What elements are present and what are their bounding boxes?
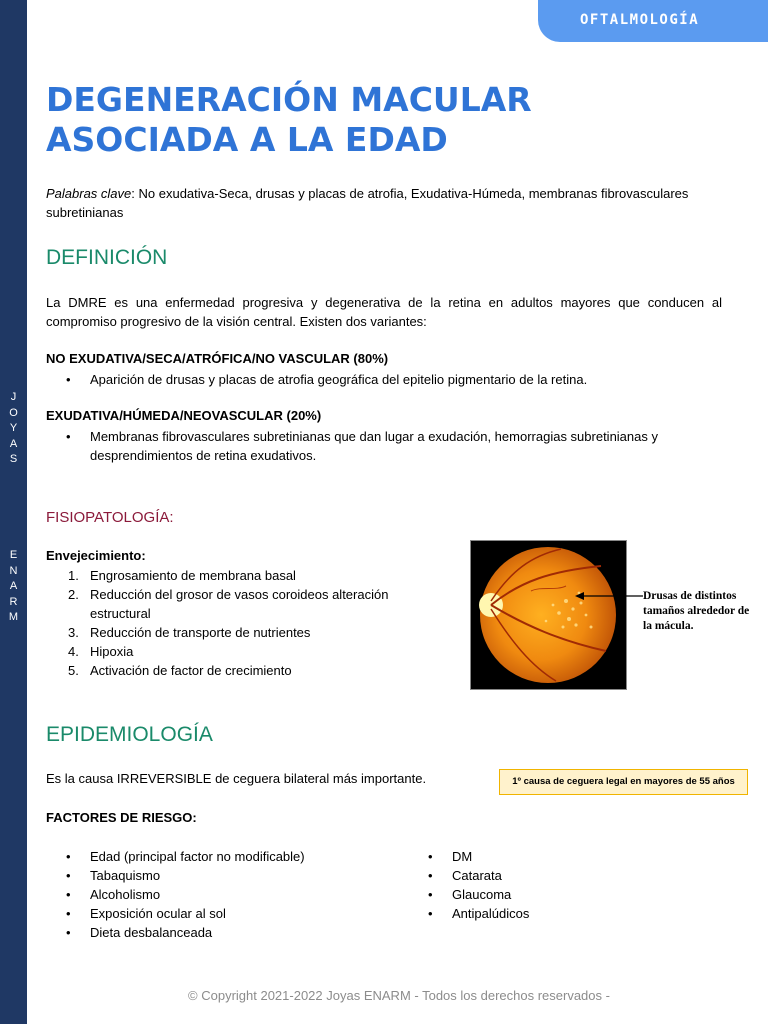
- list-item: • Exposición ocular al sol: [46, 904, 406, 923]
- sidebar: [0, 0, 27, 1024]
- variant-exudativa-list: [46, 427, 726, 465]
- keywords-label: Palabras clave: [46, 186, 132, 201]
- footer-copyright: © Copyright 2021-2022 Joyas ENARM - Todos los derechos reservados -: [188, 988, 610, 1003]
- list-item: • Alcoholismo: [46, 885, 406, 904]
- image-annotation: Drusas de distintos tamaños alrededor de la mácula.: [643, 590, 750, 632]
- list-item: 3. Reducción de transporte de nutrientes: [68, 625, 311, 640]
- list-item: 1. Engrosamiento de membrana basal: [68, 568, 296, 583]
- list-item-text: Reducción del grosor de vasos coroideos alteración estructural: [90, 587, 389, 621]
- envejecimiento-label: Envejecimiento:: [46, 548, 146, 563]
- list-item-text: Reducción de transporte de nutrientes: [90, 625, 311, 640]
- retina-illustration: [471, 541, 626, 689]
- fundus-image: [470, 540, 627, 690]
- annotation-arrow: [575, 589, 645, 603]
- list-item: • Aparición de drusas y placas de atrofia geográfica del epitelio pigmentario de la retina.: [46, 370, 726, 389]
- sidebar-letter: A: [9, 437, 18, 450]
- variant-no-exudativa-list: [46, 370, 726, 389]
- section-tab-label: OFTALMOLOGÍA: [580, 12, 700, 28]
- list-item: 2. Reducción del grosor de vasos coroideos alteración estructural: [68, 587, 389, 621]
- heading-epidemiologia: EPIDEMIOLOGÍA: [46, 723, 213, 746]
- list-item: • DM: [408, 847, 708, 866]
- list-item: 4. Hipoxia: [68, 644, 134, 659]
- sidebar-letter: N: [9, 564, 18, 577]
- epidemiologia-paragraph: Es la causa IRREVERSIBLE de ceguera bilateral más importante.: [46, 771, 427, 786]
- fisiopatologia-list: [46, 566, 416, 680]
- sidebar-word-enarm: [0, 548, 27, 626]
- variant-exudativa-label: EXUDATIVA/HÚMEDA/NEOVASCULAR (20%): [46, 408, 322, 423]
- list-item: • Dieta desbalanceada: [46, 923, 406, 942]
- sidebar-letter: J: [10, 391, 17, 403]
- sidebar-letter: O: [9, 406, 18, 419]
- highlight-note: 1º causa de ceguera legal en mayores de 55 años: [499, 769, 748, 795]
- sidebar-letter: R: [9, 595, 18, 608]
- list-item: • Antipalúdicos: [408, 904, 708, 923]
- variant-no-exudativa-label: NO EXUDATIVA/SECA/ATRÓFICA/NO VASCULAR (80%): [46, 351, 389, 366]
- heading-definicion: DEFINICIÓN: [46, 246, 168, 269]
- list-item: • Membranas fibrovasculares subretinianas que dan lugar a exudación, hemorragias subretinianas y desprendimientos de retina exudativos.: [46, 427, 726, 465]
- sidebar-letter: M: [8, 611, 19, 623]
- factores-list-left: [46, 847, 406, 942]
- sidebar-letter: S: [9, 453, 18, 465]
- list-item-text: Activación de factor de crecimiento: [90, 663, 292, 678]
- list-item: • Glaucoma: [408, 885, 708, 904]
- factores-riesgo-label: FACTORES DE RIESGO:: [46, 810, 197, 825]
- list-item: • Catarata: [408, 866, 708, 885]
- factores-list-right: [408, 847, 708, 923]
- list-item-text: Hipoxia: [90, 644, 134, 659]
- list-item-text: Engrosamiento de membrana basal: [90, 568, 296, 583]
- definicion-paragraph: La DMRE es una enfermedad progresiva y degenerativa de la retina en adultos mayores que conducen al compromiso progresivo de la visión central. Existen dos variantes:: [46, 295, 722, 329]
- sidebar-letter: A: [9, 580, 18, 592]
- heading-fisiopatologia: FISIOPATOLOGÍA:: [46, 509, 174, 526]
- page-title: DEGENERACIÓN MACULAR ASOCIADA A LA EDAD: [46, 80, 532, 159]
- sidebar-word-joyas: [0, 390, 27, 468]
- sidebar-letter: E: [9, 549, 18, 561]
- list-item: 5. Activación de factor de crecimiento: [68, 663, 292, 678]
- list-item: • Edad (principal factor no modificable): [46, 847, 406, 866]
- sidebar-letter: Y: [9, 422, 18, 434]
- keywords: [46, 184, 736, 222]
- keywords-text: : No exudativa-Seca, drusas y placas de atrofia, Exudativa-Húmeda, membranas fibrovasculares subretinianas: [46, 186, 689, 220]
- list-item: • Tabaquismo: [46, 866, 406, 885]
